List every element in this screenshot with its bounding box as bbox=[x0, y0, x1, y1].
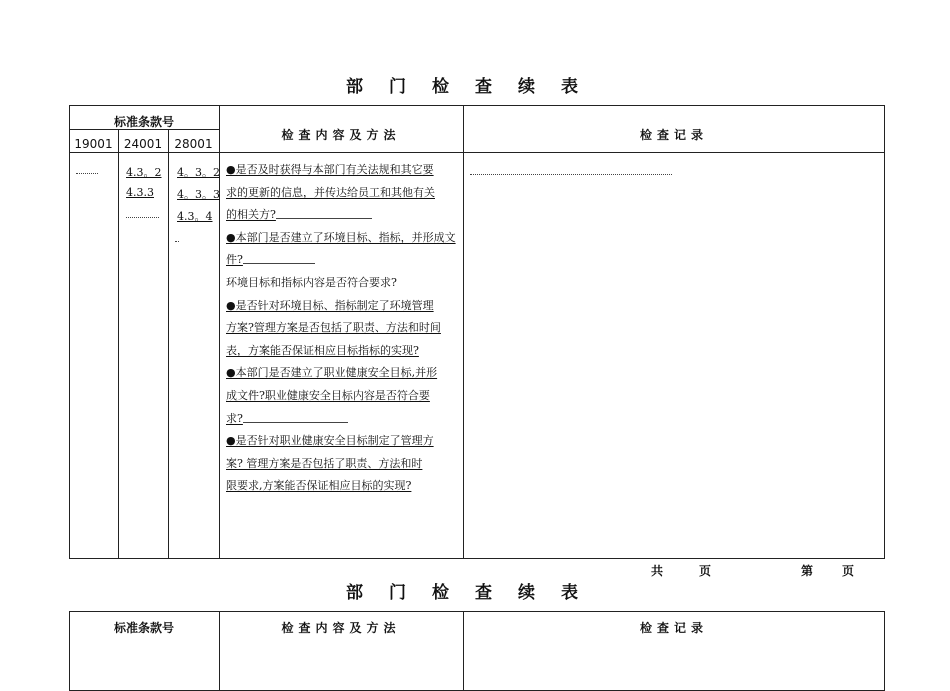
record-header: 检查记录 bbox=[639, 128, 708, 142]
clause-28001-2: 4。3。3 bbox=[177, 188, 220, 201]
blank-line-24001 bbox=[126, 217, 159, 218]
page-number-unit: 页 bbox=[842, 564, 855, 578]
total-pages-label: 共 bbox=[651, 564, 664, 578]
std-col-28001: 28001 bbox=[174, 137, 213, 151]
content-line: 的相关方? bbox=[226, 204, 461, 227]
content-line: ●是否针对环境目标、指标制定了环境管理 bbox=[226, 298, 434, 312]
content-line: 件? bbox=[226, 249, 461, 272]
header-bottom-line bbox=[69, 152, 885, 153]
blank-line-28001 bbox=[175, 241, 179, 242]
clause-28001-3: 4.3。4 bbox=[177, 210, 213, 223]
col-divider-record bbox=[463, 105, 464, 559]
clause-28001-1: 4。3。2 bbox=[177, 166, 220, 179]
std-group-header: 标准条款号 bbox=[113, 115, 174, 129]
content-line: 求? bbox=[226, 408, 461, 431]
col-divider-24001 bbox=[118, 129, 119, 559]
content-line: 环境目标和指标内容是否符合要求? bbox=[226, 275, 397, 289]
page2-title: 部门检查续表 bbox=[346, 583, 604, 603]
content-line: ●是否针对职业健康安全目标制定了管理方 bbox=[226, 434, 434, 448]
content-line: 限要求,方案能否保证相应目标的实现? bbox=[226, 479, 412, 493]
std-col-24001: 24001 bbox=[123, 137, 163, 151]
page-number-label: 第 bbox=[801, 564, 814, 578]
record-header-p2: 检查记录 bbox=[639, 621, 708, 635]
content-line: ●本部门是否建立了环境目标、指标，并形成文 bbox=[226, 230, 456, 244]
content-line: 方案?管理方案是否包括了职责、方法和时间 bbox=[226, 321, 441, 335]
total-pages-unit: 页 bbox=[699, 564, 712, 578]
page-title: 部门检查续表 bbox=[346, 77, 604, 97]
content-line: 成文件?职业健康安全目标内容是否符合要 bbox=[226, 388, 430, 402]
content-method-header-p2: 检查内容及方法 bbox=[281, 621, 401, 635]
content-line: 表，方案能否保证相应目标指标的实现? bbox=[226, 343, 419, 357]
clause-24001-1: 4.3。2 bbox=[126, 166, 162, 179]
content-line: 案? 管理方案是否包括了职责、方法和时 bbox=[226, 456, 423, 470]
clause-24001-2: 4.3.3 bbox=[126, 186, 154, 199]
col-divider-28001 bbox=[168, 129, 169, 559]
record-blank-line bbox=[470, 174, 672, 175]
inspection-content-list bbox=[226, 159, 461, 498]
content-method-header: 检查内容及方法 bbox=[281, 128, 401, 142]
content-line: ●本部门是否建立了职业健康安全目标,并形 bbox=[226, 366, 438, 380]
content-line: ●是否及时获得与本部门有关法规和其它要 bbox=[226, 163, 434, 176]
content-line: 求的更新的信息，并传达给员工和其他有关 bbox=[226, 185, 435, 199]
blank-line-19001 bbox=[76, 173, 98, 174]
std-col-19001: 19001 bbox=[74, 137, 113, 151]
std-group-header-p2: 标准条款号 bbox=[113, 621, 174, 635]
